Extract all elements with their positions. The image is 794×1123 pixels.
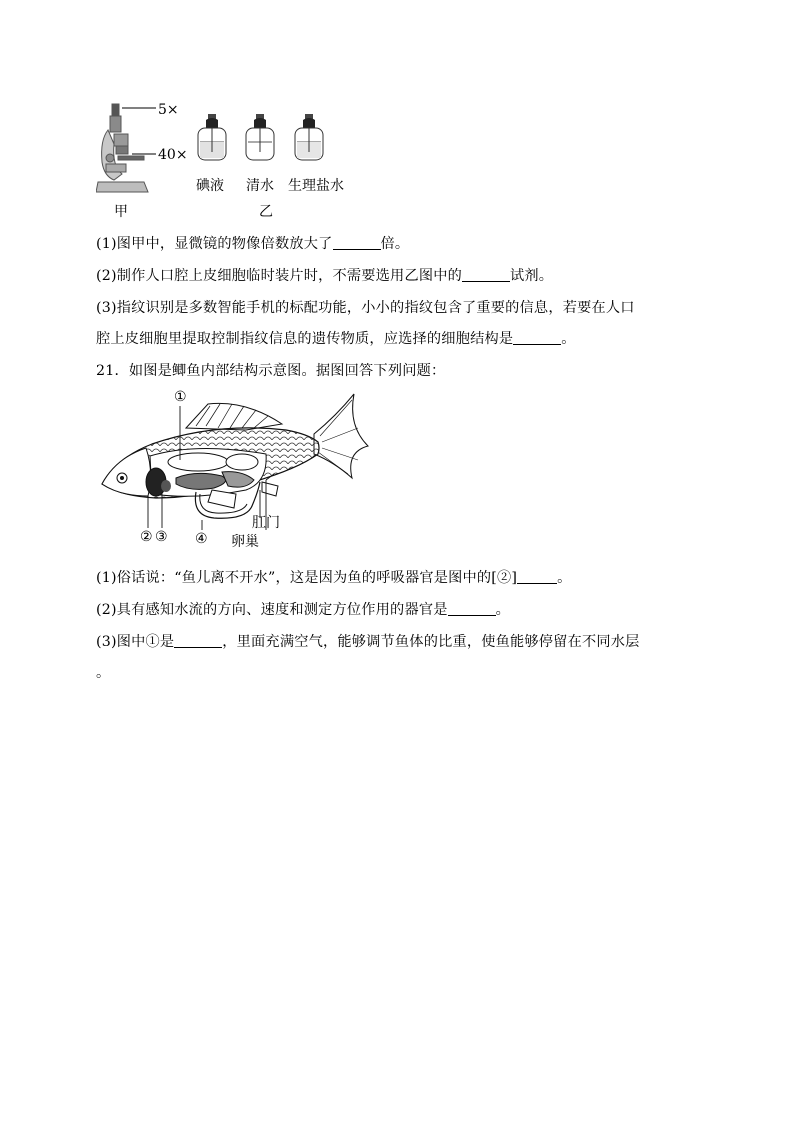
fish-label-ovary: 卵巢 (231, 534, 259, 550)
bottle-water-icon (246, 114, 274, 160)
figure-label-yi: 乙 (259, 204, 273, 220)
microscope-bottles-illustration (96, 100, 366, 222)
q20-part1: (1)图甲中，显微镜的物像倍数放大了 倍。 (96, 236, 410, 252)
fish-label-anus: 肛门 (252, 515, 280, 531)
answer-blank[interactable] (333, 235, 381, 250)
microscope-figure (96, 100, 366, 222)
answer-blank[interactable] (448, 601, 496, 616)
q20-part2: (2)制作人口腔上皮细胞临时装片时，不需要选用乙图中的 试剂。 (96, 268, 554, 284)
microscope-icon (96, 104, 148, 192)
q21-part1: (1)俗话说：“鱼儿离不开水”，这是因为鱼的呼吸器官是图中的[②] 。 (96, 570, 572, 586)
fish-label-4: ④ (195, 531, 208, 547)
answer-blank[interactable] (174, 633, 222, 648)
objective-magnification: 40× (158, 147, 188, 163)
eyepiece-magnification: 5× (158, 102, 179, 118)
q21-part3-line2: 。 (96, 665, 111, 681)
bottle-iodine-icon (198, 114, 226, 160)
fish-label-1: ① (174, 389, 187, 405)
q21-part3: (3)图中①是 ，里面充满空气，能够调节鱼体的比重，使鱼能够停留在不同水层 (96, 634, 640, 650)
q21-stem: 21．如图是鲫鱼内部结构示意图。据图回答下列问题： (96, 363, 446, 379)
answer-blank[interactable] (517, 569, 557, 584)
answer-blank[interactable] (462, 267, 510, 282)
bottle-label-saline: 生理盐水 (288, 178, 344, 194)
bottle-label-iodine: 碘液 (196, 178, 224, 194)
q20-part3-line2: 腔上皮细胞里提取控制指纹信息的遗传物质，应选择的细胞结构是 。 (96, 331, 576, 347)
figure-label-jia: 甲 (114, 204, 128, 220)
fish-label-2: ② (140, 529, 153, 545)
answer-blank[interactable] (513, 330, 561, 345)
bottle-label-water: 清水 (246, 178, 274, 194)
bottle-saline-icon (295, 114, 323, 160)
q20-part3-line1: (3)指纹识别是多数智能手机的标配功能，小小的指纹包含了重要的信息，若要在人口 (96, 300, 635, 316)
fish-figure (96, 386, 386, 554)
q21-part2: (2)具有感知水流的方向、速度和测定方位作用的器官是 。 (96, 602, 511, 618)
fish-label-3: ③ (155, 529, 168, 545)
